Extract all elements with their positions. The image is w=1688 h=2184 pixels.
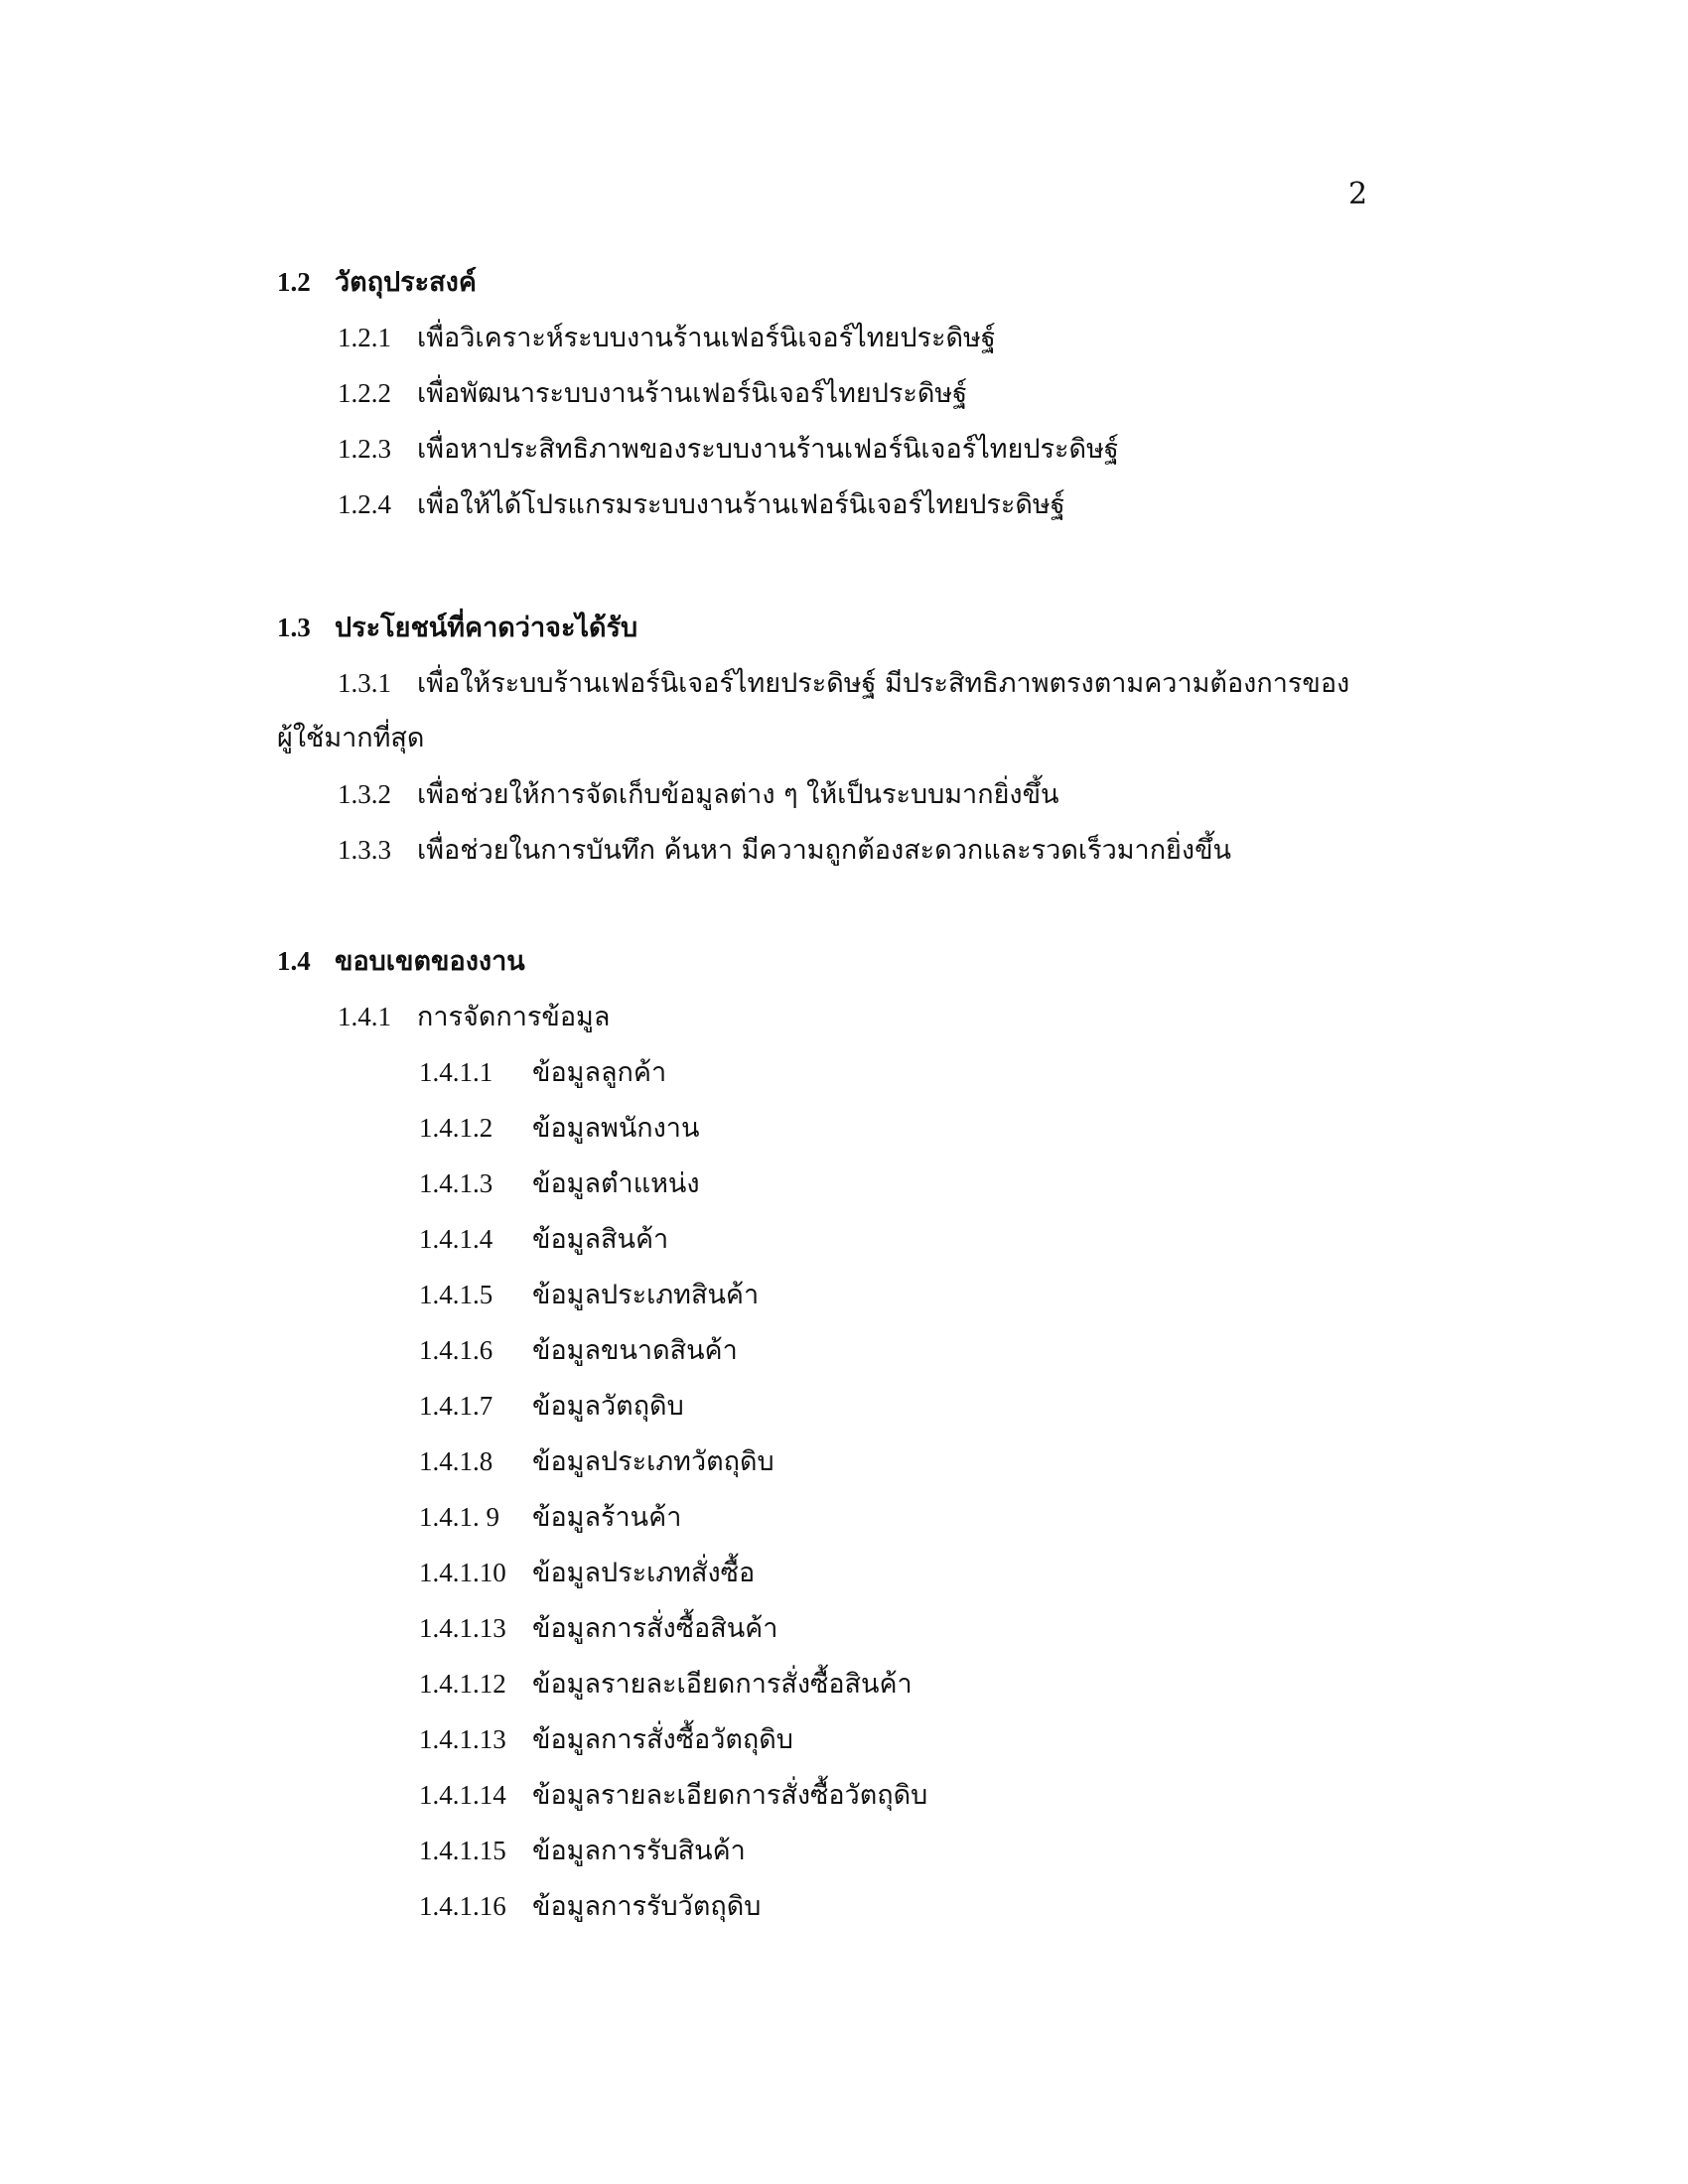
list-item [419,1553,755,1593]
item-number: 1.2.4 [338,489,391,519]
item-number: 1.4.1.13 [419,1613,506,1643]
item-text: เพื่อช่วยให้การจัดเก็บข้อมูลต่าง ๆ ให้เป็นระบบมากยิ่งขึ้น [417,779,1059,810]
section-number: 1.4 [277,946,311,976]
item-text: ข้อมูลประเภทวัตถุดิบ [532,1446,774,1477]
item-number: 1.4.1.12 [419,1669,506,1699]
item-number: 1.4.1.5 [419,1280,493,1309]
item-text: ข้อมูลประเภทสั่งซื้อ [532,1558,756,1588]
item-text: เพื่อให้ระบบร้านเฟอร์นิเจอร์ไทยประดิษฐ์ มีประสิทธิภาพตรงตามความต้องการของ [417,668,1350,699]
section-number: 1.2 [277,267,311,297]
item-text: เพื่อช่วยในการบันทึก ค้นหา มีความถูกต้องสะดวกและรวดเร็วมากยิ่งขึ้น [417,835,1231,866]
item-continuation: ผู้ใช้มากที่สุด [277,723,425,753]
list-item [419,1052,666,1093]
list-item [338,663,1349,704]
item-number: 1.3.1 [338,668,391,698]
list-item [338,373,967,414]
list-item [419,1775,927,1816]
section-title: ประโยชน์ที่คาดว่าจะได้รับ [335,613,638,643]
list-item [338,318,996,358]
item-number: 1.3.2 [338,779,391,809]
item-text: ข้อมูลวัตถุดิบ [532,1391,684,1422]
item-number: 1.4.1.14 [419,1780,506,1810]
section-heading-benefits [277,608,637,648]
list-item [419,1831,746,1871]
item-text: เพื่อพัฒนาระบบงานร้านเฟอร์นิเจอร์ไทยประดิษฐ์ [417,378,968,409]
item-number: 1.3.3 [338,835,391,865]
sub-heading [338,997,610,1037]
section-title: วัตถุประสงค์ [335,267,477,298]
item-number: 1.4.1.15 [419,1836,506,1865]
section-number: 1.3 [277,613,311,642]
page-number: 2 [1348,177,1368,211]
list-item [419,1608,777,1649]
item-text: ข้อมูลการสั่งซื้อวัตถุดิบ [532,1724,793,1755]
item-number: 1.4.1 [338,1002,391,1031]
list-item [419,1219,668,1260]
item-number: 1.4.1.16 [419,1891,506,1921]
item-number: 1.2.3 [338,434,391,464]
item-text: ข้อมูลการสั่งซื้อสินค้า [532,1613,778,1644]
list-item [338,429,1119,470]
item-text: ข้อมูลลูกค้า [532,1057,667,1088]
list-item [338,830,1231,871]
list-item [338,484,1065,525]
item-text: ข้อมูลสินค้า [532,1224,669,1255]
item-number: 1.4.1.4 [419,1224,493,1254]
item-text: ข้อมูลการรับวัตถุดิบ [532,1891,762,1922]
list-item [419,1275,759,1315]
list-item [419,1386,684,1427]
item-text: ข้อมูลตำแหน่ง [532,1168,700,1199]
item-text: ข้อมูลพนักงาน [532,1113,700,1144]
item-number: 1.4.1.8 [419,1446,493,1476]
list-item [338,774,1058,815]
item-text: ข้อมูลรายละเอียดการสั่งซื้อวัตถุดิบ [532,1780,928,1811]
item-text: การจัดการข้อมูล [417,1002,611,1032]
item-text: ข้อมูลรายละเอียดการสั่งซื้อสินค้า [532,1669,913,1700]
section-heading-objectives [277,262,477,303]
item-number: 1.4.1.1 [419,1057,493,1087]
item-number: 1.4.1.13 [419,1724,506,1754]
item-text: เพื่อวิเคราะห์ระบบงานร้านเฟอร์นิเจอร์ไทยประดิษฐ์ [417,323,996,353]
section-heading-scope [277,941,525,982]
list-item [419,1163,700,1204]
list-item [419,1330,738,1371]
item-number: 1.4.1.10 [419,1558,506,1587]
item-text: ข้อมูลขนาดสินค้า [532,1335,738,1366]
item-number: 1.2.2 [338,378,391,408]
item-number: 1.4.1.3 [419,1168,493,1198]
item-number: 1.4.1. 9 [419,1502,499,1532]
list-item [419,1664,913,1705]
list-item [419,1719,793,1760]
list-item [419,1108,699,1149]
item-number: 1.4.1.2 [419,1113,493,1143]
list-item [419,1441,774,1482]
item-text: ข้อมูลประเภทสินค้า [532,1280,760,1310]
list-item [419,1497,681,1538]
item-number: 1.4.1.7 [419,1391,493,1421]
item-text: เพื่อหาประสิทธิภาพของระบบงานร้านเฟอร์นิเจอร์ไทยประดิษฐ์ [417,434,1119,465]
section-title: ขอบเขตของงาน [335,946,525,977]
item-text: เพื่อให้ได้โปรแกรมระบบงานร้านเฟอร์นิเจอร์ไทยประดิษฐ์ [417,489,1065,520]
item-number: 1.4.1.6 [419,1335,493,1365]
item-text: ข้อมูลการรับสินค้า [532,1836,746,1866]
list-item [419,1886,761,1927]
item-text: ข้อมูลร้านค้า [532,1502,682,1533]
item-number: 1.2.1 [338,323,391,352]
